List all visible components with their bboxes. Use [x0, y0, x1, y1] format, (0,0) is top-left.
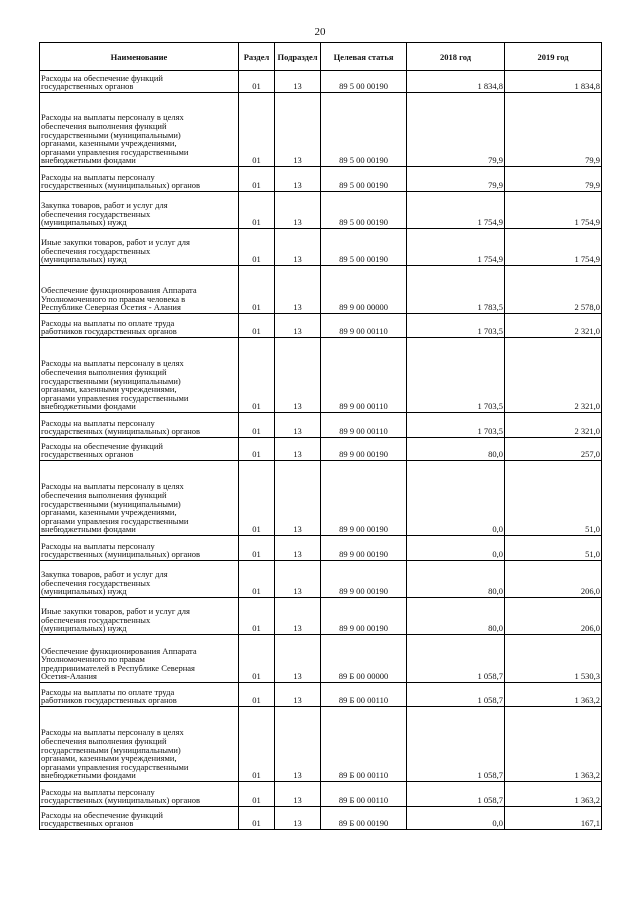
row-section: 01 [239, 229, 275, 266]
row-name: Расходы на выплаты персоналу в целях обеспечения выполнения функций государственными (муниципальными) органами, казенными учреждениями, органами управления государственными внебюджетными фондами [40, 461, 239, 536]
row-article: 89 9 00 00110 [321, 338, 407, 413]
row-subsection: 13 [275, 93, 321, 167]
column-header-article: Целевая статья [321, 43, 407, 71]
row-name: Расходы на выплаты персоналу в целях обеспечения выполнения функций государственными (муниципальными) органами, казенными учреждениями, органами управления государственными внебюджетными фондами [40, 93, 239, 167]
row-subsection: 13 [275, 229, 321, 266]
row-article: 89 9 00 00190 [321, 461, 407, 536]
row-subsection: 13 [275, 413, 321, 438]
row-section: 01 [239, 413, 275, 438]
table-row [40, 413, 602, 438]
row-subsection: 13 [275, 461, 321, 536]
row-name: Обеспечение функционирования Аппарата Уполномоченного по правам человека в Республике Северная Осетия - Алания [40, 266, 239, 314]
row-value-2018: 1 754,9 [407, 192, 505, 229]
row-subsection: 13 [275, 266, 321, 314]
column-header-name: Наименование [40, 43, 239, 71]
column-header-section: Раздел [239, 43, 275, 71]
table-row [40, 229, 602, 266]
row-name: Закупка товаров, работ и услуг для обеспечения государственных (муниципальных) нужд [40, 192, 239, 229]
row-subsection: 13 [275, 707, 321, 782]
row-name: Закупка товаров, работ и услуг для обеспечения государственных (муниципальных) нужд [40, 561, 239, 598]
row-value-2018: 0,0 [407, 461, 505, 536]
table-row [40, 561, 602, 598]
table-row [40, 461, 602, 536]
table-header-row [40, 43, 602, 71]
row-value-2018: 1 834,8 [407, 71, 505, 93]
row-article: 89 5 00 00190 [321, 167, 407, 192]
row-value-2019: 257,0 [505, 438, 602, 461]
row-subsection: 13 [275, 561, 321, 598]
table-row [40, 314, 602, 338]
row-value-2018: 1 058,7 [407, 683, 505, 707]
row-value-2018: 1 703,5 [407, 413, 505, 438]
row-value-2019: 1 754,9 [505, 192, 602, 229]
row-value-2018: 79,9 [407, 167, 505, 192]
row-value-2019: 1 530,3 [505, 635, 602, 683]
row-value-2019: 1 834,8 [505, 71, 602, 93]
row-name: Расходы на обеспечение функций государственных органов [40, 71, 239, 93]
row-name: Расходы на обеспечение функций государственных органов [40, 438, 239, 461]
row-value-2019: 2 321,0 [505, 338, 602, 413]
row-subsection: 13 [275, 192, 321, 229]
row-value-2018: 1 783,5 [407, 266, 505, 314]
row-article: 89 5 00 00190 [321, 71, 407, 93]
table-row [40, 338, 602, 413]
row-value-2019: 206,0 [505, 598, 602, 635]
row-section: 01 [239, 266, 275, 314]
row-section: 01 [239, 192, 275, 229]
row-section: 01 [239, 635, 275, 683]
row-value-2019: 206,0 [505, 561, 602, 598]
row-value-2018: 1 058,7 [407, 782, 505, 807]
row-name: Обеспечение функционирования Аппарата Уполномоченного по правам предпринимателей в Республике Северная Осетия-Алания [40, 635, 239, 683]
row-article: 89 Б 00 00110 [321, 782, 407, 807]
row-name: Расходы на выплаты персоналу государственных (муниципальных) органов [40, 167, 239, 192]
row-value-2019: 51,0 [505, 536, 602, 561]
row-section: 01 [239, 438, 275, 461]
row-value-2018: 1 754,9 [407, 229, 505, 266]
row-value-2018: 1 058,7 [407, 707, 505, 782]
row-article: 89 9 00 00190 [321, 536, 407, 561]
row-subsection: 13 [275, 635, 321, 683]
row-section: 01 [239, 807, 275, 830]
row-section: 01 [239, 461, 275, 536]
table-row [40, 807, 602, 830]
row-value-2018: 1 703,5 [407, 314, 505, 338]
row-value-2019: 51,0 [505, 461, 602, 536]
row-name: Расходы на выплаты персоналу в целях обеспечения выполнения функций государственными (муниципальными) органами, казенными учреждениями, органами управления государственными внебюджетными фондами [40, 707, 239, 782]
row-name: Расходы на выплаты персоналу государственных (муниципальных) органов [40, 782, 239, 807]
row-value-2019: 167,1 [505, 807, 602, 830]
row-article: 89 9 00 00110 [321, 314, 407, 338]
row-section: 01 [239, 782, 275, 807]
table-row [40, 266, 602, 314]
row-article: 89 9 00 00110 [321, 413, 407, 438]
row-value-2019: 2 578,0 [505, 266, 602, 314]
row-name: Расходы на выплаты персоналу государственных (муниципальных) органов [40, 413, 239, 438]
row-subsection: 13 [275, 314, 321, 338]
row-value-2018: 0,0 [407, 536, 505, 561]
table-row [40, 71, 602, 93]
row-section: 01 [239, 707, 275, 782]
row-name: Расходы на выплаты по оплате труда работников государственных органов [40, 683, 239, 707]
row-section: 01 [239, 536, 275, 561]
column-header-2018: 2018 год [407, 43, 505, 71]
page-number: 20 [314, 26, 326, 38]
row-section: 01 [239, 93, 275, 167]
row-value-2019: 1 363,2 [505, 707, 602, 782]
row-value-2018: 79,9 [407, 93, 505, 167]
table-row [40, 635, 602, 683]
row-subsection: 13 [275, 438, 321, 461]
row-name: Иные закупки товаров, работ и услуг для обеспечения государственных (муниципальных) нужд [40, 598, 239, 635]
row-section: 01 [239, 314, 275, 338]
row-value-2018: 1 703,5 [407, 338, 505, 413]
budget-table [39, 42, 602, 830]
row-name: Расходы на выплаты персоналу государственных (муниципальных) органов [40, 536, 239, 561]
row-subsection: 13 [275, 782, 321, 807]
row-name: Иные закупки товаров, работ и услуг для обеспечения государственных (муниципальных) нужд [40, 229, 239, 266]
table-row [40, 707, 602, 782]
row-article: 89 5 00 00190 [321, 93, 407, 167]
row-article: 89 Б 00 00110 [321, 707, 407, 782]
row-value-2019: 1 754,9 [505, 229, 602, 266]
row-name: Расходы на обеспечение функций государственных органов [40, 807, 239, 830]
row-subsection: 13 [275, 71, 321, 93]
row-subsection: 13 [275, 536, 321, 561]
row-value-2019: 79,9 [505, 167, 602, 192]
table-row [40, 782, 602, 807]
column-header-2019: 2019 год [505, 43, 602, 71]
row-subsection: 13 [275, 167, 321, 192]
table-row [40, 192, 602, 229]
row-value-2018: 80,0 [407, 561, 505, 598]
row-article: 89 Б 00 00000 [321, 635, 407, 683]
row-article: 89 9 00 00190 [321, 438, 407, 461]
row-article: 89 9 00 00190 [321, 561, 407, 598]
row-value-2018: 80,0 [407, 598, 505, 635]
row-name: Расходы на выплаты персоналу в целях обеспечения выполнения функций государственными (муниципальными) органами, казенными учреждениями, органами управления государственными внебюджетными фондами [40, 338, 239, 413]
row-value-2019: 1 363,2 [505, 782, 602, 807]
row-value-2019: 1 363,2 [505, 683, 602, 707]
row-subsection: 13 [275, 338, 321, 413]
row-subsection: 13 [275, 598, 321, 635]
table-row [40, 93, 602, 167]
row-value-2019: 2 321,0 [505, 413, 602, 438]
row-section: 01 [239, 598, 275, 635]
row-article: 89 9 00 00190 [321, 598, 407, 635]
row-value-2018: 80,0 [407, 438, 505, 461]
row-value-2018: 0,0 [407, 807, 505, 830]
row-article: 89 5 00 00190 [321, 192, 407, 229]
row-section: 01 [239, 683, 275, 707]
row-section: 01 [239, 338, 275, 413]
table-row [40, 438, 602, 461]
row-subsection: 13 [275, 683, 321, 707]
row-section: 01 [239, 71, 275, 93]
row-article: 89 5 00 00190 [321, 229, 407, 266]
row-value-2019: 2 321,0 [505, 314, 602, 338]
row-article: 89 Б 00 00110 [321, 683, 407, 707]
table-row [40, 598, 602, 635]
table-row [40, 683, 602, 707]
row-subsection: 13 [275, 807, 321, 830]
row-article: 89 Б 00 00190 [321, 807, 407, 830]
row-value-2019: 79,9 [505, 93, 602, 167]
table-row [40, 167, 602, 192]
row-article: 89 9 00 00000 [321, 266, 407, 314]
table-row [40, 536, 602, 561]
row-name: Расходы на выплаты по оплате труда работников государственных органов [40, 314, 239, 338]
column-header-subsection: Подраздел [275, 43, 321, 71]
row-value-2018: 1 058,7 [407, 635, 505, 683]
row-section: 01 [239, 561, 275, 598]
row-section: 01 [239, 167, 275, 192]
table-body [40, 71, 602, 830]
